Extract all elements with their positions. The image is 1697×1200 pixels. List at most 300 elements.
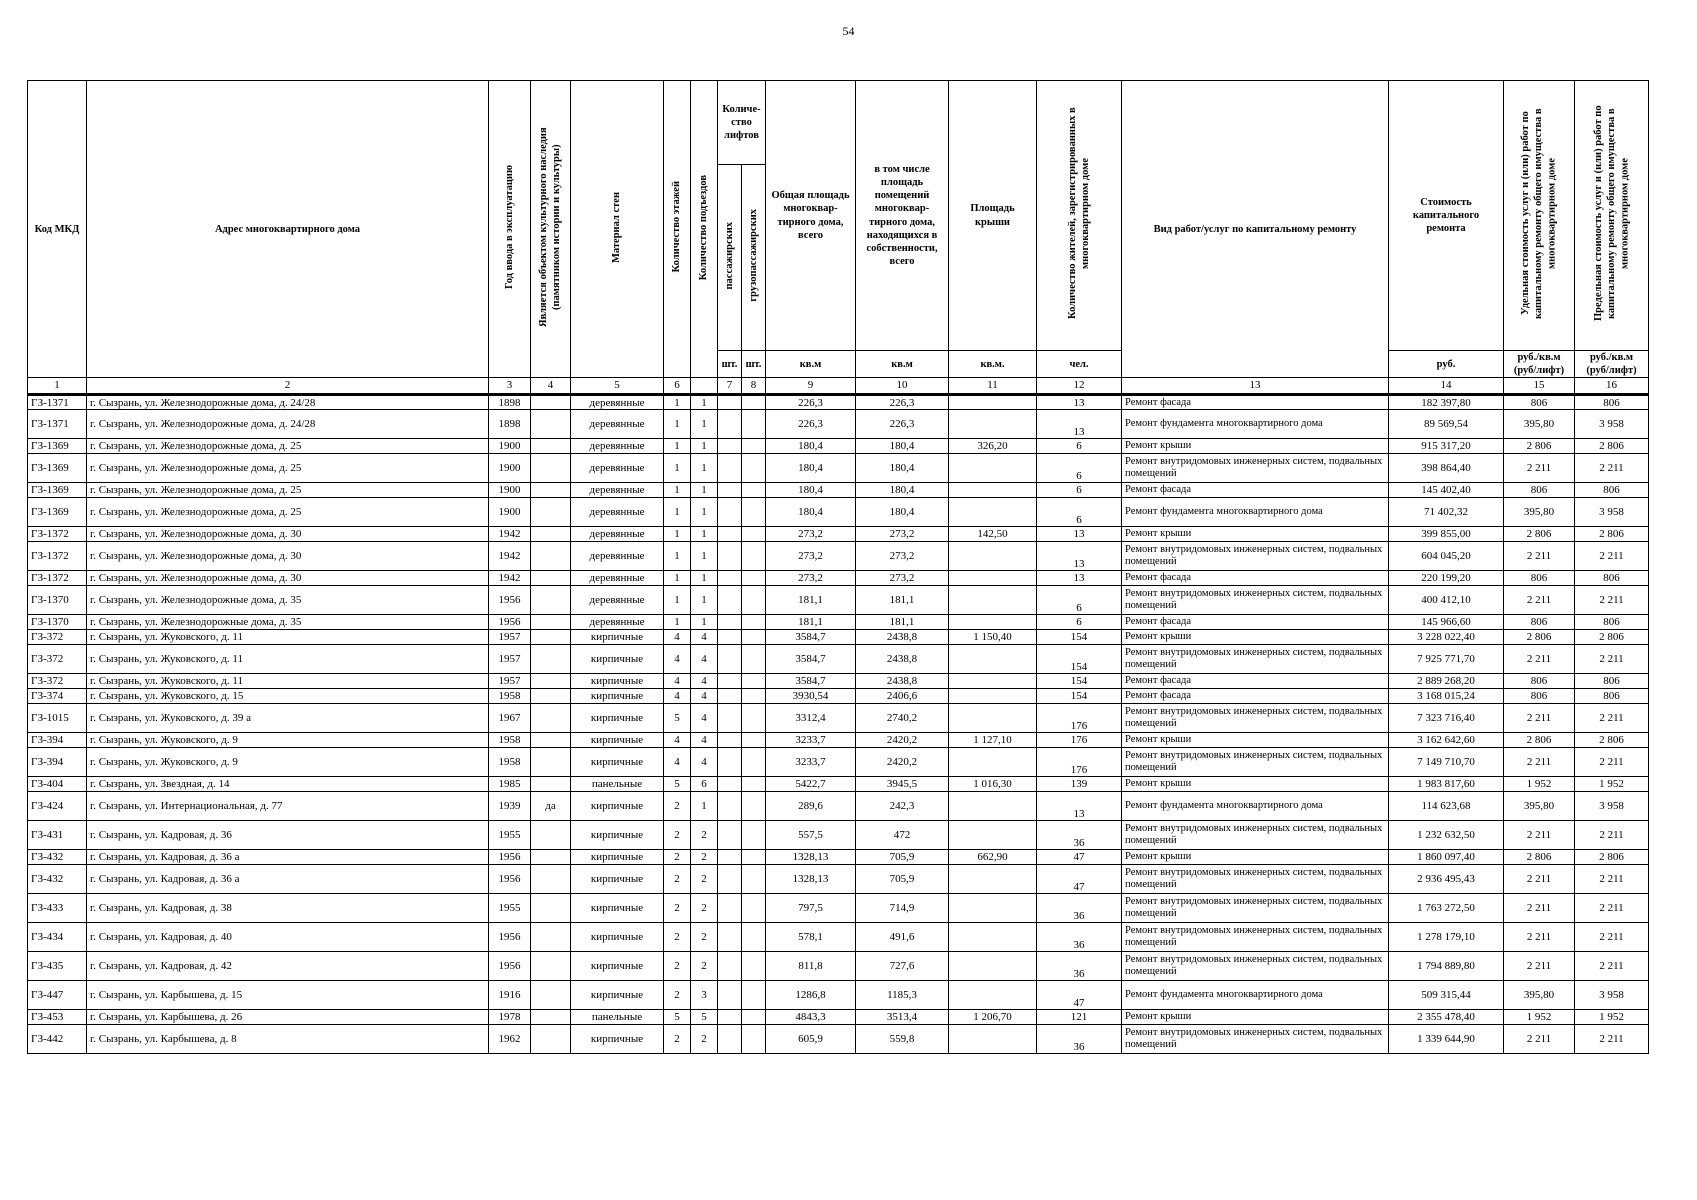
cell-lifts-passenger	[718, 894, 742, 923]
cell-unit-cost: 806	[1504, 689, 1575, 704]
cell-owned-area: 714,9	[856, 894, 949, 923]
table-row	[28, 454, 1649, 483]
cell-entrances: 2	[691, 850, 718, 865]
cell-work: Ремонт крыши	[1122, 527, 1389, 542]
cell-roof-area	[949, 865, 1037, 894]
cell-heritage	[531, 542, 571, 571]
cell-unit-cost: 2 806	[1504, 850, 1575, 865]
cell-work: Ремонт крыши	[1122, 777, 1389, 792]
cell-code: ГЗ-1372	[28, 542, 87, 571]
cell-total-area: 226,3	[766, 410, 856, 439]
cell-total-area: 180,4	[766, 454, 856, 483]
cell-residents: 176	[1037, 733, 1122, 748]
cell-residents: 6	[1037, 498, 1122, 527]
cell-entrances: 1	[691, 527, 718, 542]
cell-unit-cost: 395,80	[1504, 792, 1575, 821]
table-row	[28, 894, 1649, 923]
cell-heritage	[531, 1025, 571, 1054]
header-residents: Количество жителей, зарегистрированных в многоквартирном доме	[1066, 107, 1091, 320]
cell-residents: 47	[1037, 850, 1122, 865]
col-number: 11	[949, 378, 1037, 395]
col-number: 6	[664, 378, 691, 395]
cell-limit-cost: 2 211	[1575, 894, 1649, 923]
cell-code: ГЗ-1369	[28, 483, 87, 498]
cell-year: 1956	[489, 615, 531, 630]
cell-limit-cost: 2 211	[1575, 1025, 1649, 1054]
table-row	[28, 645, 1649, 674]
header-floors: Количество этажей	[671, 181, 683, 273]
cell-address: г. Сызрань, ул. Железнодорожные дома, д. 30	[87, 571, 489, 586]
cell-year: 1985	[489, 777, 531, 792]
cell-unit-cost: 1 952	[1504, 777, 1575, 792]
cell-lifts-cargo	[742, 894, 766, 923]
cell-floors: 5	[664, 704, 691, 733]
cell-unit-cost: 1 952	[1504, 1010, 1575, 1025]
cell-owned-area: 3513,4	[856, 1010, 949, 1025]
cell-entrances: 1	[691, 439, 718, 454]
cell-lifts-passenger	[718, 586, 742, 615]
cell-cost: 400 412,10	[1389, 586, 1504, 615]
cell-year: 1916	[489, 981, 531, 1010]
cell-floors: 5	[664, 1010, 691, 1025]
cell-code: ГЗ-374	[28, 689, 87, 704]
cell-residents: 154	[1037, 689, 1122, 704]
cell-residents: 139	[1037, 777, 1122, 792]
header-heritage: Является объектом культурного наследия (памятником истории и культуры)	[538, 127, 563, 327]
cell-total-area: 4843,3	[766, 1010, 856, 1025]
cell-cost: 2 889 268,20	[1389, 674, 1504, 689]
cell-wall-material: деревянные	[571, 454, 664, 483]
cell-limit-cost: 2 806	[1575, 733, 1649, 748]
cell-work: Ремонт фасада	[1122, 571, 1389, 586]
cell-work: Ремонт фасада	[1122, 395, 1389, 410]
header-cost: Стоимость капитального ремонта	[1389, 81, 1504, 351]
cell-work: Ремонт фундамента многоквартирного дома	[1122, 981, 1389, 1010]
cell-entrances: 4	[691, 733, 718, 748]
cell-limit-cost: 3 958	[1575, 498, 1649, 527]
cell-heritage	[531, 923, 571, 952]
cell-limit-cost: 2 806	[1575, 850, 1649, 865]
cell-entrances: 1	[691, 586, 718, 615]
cell-entrances: 1	[691, 395, 718, 410]
cell-year: 1957	[489, 630, 531, 645]
cell-owned-area: 2406,6	[856, 689, 949, 704]
col-number: 14	[1389, 378, 1504, 395]
cell-entrances: 1	[691, 792, 718, 821]
cell-residents: 176	[1037, 704, 1122, 733]
cell-floors: 1	[664, 498, 691, 527]
cell-roof-area	[949, 923, 1037, 952]
cell-unit-cost: 395,80	[1504, 498, 1575, 527]
cell-total-area: 289,6	[766, 792, 856, 821]
cell-owned-area: 2438,8	[856, 630, 949, 645]
cell-unit-cost: 395,80	[1504, 410, 1575, 439]
cell-heritage	[531, 952, 571, 981]
cell-roof-area	[949, 454, 1037, 483]
cell-lifts-passenger	[718, 748, 742, 777]
cell-wall-material: панельные	[571, 777, 664, 792]
table-row	[28, 792, 1649, 821]
cell-owned-area: 242,3	[856, 792, 949, 821]
cell-entrances: 4	[691, 704, 718, 733]
table-row	[28, 586, 1649, 615]
cell-heritage	[531, 704, 571, 733]
cell-code: ГЗ-435	[28, 952, 87, 981]
cell-year: 1942	[489, 542, 531, 571]
cell-lifts-cargo	[742, 498, 766, 527]
cell-code: ГЗ-372	[28, 645, 87, 674]
cell-lifts-passenger	[718, 850, 742, 865]
cell-lifts-passenger	[718, 821, 742, 850]
cell-lifts-passenger	[718, 704, 742, 733]
cell-code: ГЗ-394	[28, 733, 87, 748]
table-row	[28, 527, 1649, 542]
cell-lifts-passenger	[718, 498, 742, 527]
cell-residents: 13	[1037, 395, 1122, 410]
cell-lifts-passenger	[718, 645, 742, 674]
cell-heritage	[531, 645, 571, 674]
col-number: 7	[718, 378, 742, 395]
cell-address: г. Сызрань, ул. Звездная, д. 14	[87, 777, 489, 792]
cell-wall-material: кирпичные	[571, 1025, 664, 1054]
cell-limit-cost: 1 952	[1575, 777, 1649, 792]
cell-unit-cost: 2 211	[1504, 542, 1575, 571]
cell-lifts-cargo	[742, 733, 766, 748]
cell-address: г. Сызрань, ул. Железнодорожные дома, д. 25	[87, 454, 489, 483]
cell-work: Ремонт внутридомовых инженерных систем, подвальных помещений	[1122, 586, 1389, 615]
cell-heritage	[531, 483, 571, 498]
cell-owned-area: 226,3	[856, 395, 949, 410]
cell-year: 1962	[489, 1025, 531, 1054]
cell-work: Ремонт крыши	[1122, 733, 1389, 748]
cell-owned-area: 2438,8	[856, 645, 949, 674]
cell-heritage	[531, 630, 571, 645]
cell-year: 1898	[489, 410, 531, 439]
cell-wall-material: деревянные	[571, 571, 664, 586]
cell-cost: 145 402,40	[1389, 483, 1504, 498]
cell-address: г. Сызрань, ул. Интернациональная, д. 77	[87, 792, 489, 821]
cell-limit-cost: 2 211	[1575, 542, 1649, 571]
cell-heritage	[531, 615, 571, 630]
cell-lifts-cargo	[742, 923, 766, 952]
cell-address: г. Сызрань, ул. Жуковского, д. 11	[87, 630, 489, 645]
cell-roof-area	[949, 704, 1037, 733]
table-row	[28, 630, 1649, 645]
cell-wall-material: деревянные	[571, 395, 664, 410]
cell-code: ГЗ-1372	[28, 527, 87, 542]
cell-lifts-passenger	[718, 410, 742, 439]
cell-floors: 4	[664, 689, 691, 704]
cell-year: 1956	[489, 850, 531, 865]
cell-lifts-passenger	[718, 1025, 742, 1054]
cell-wall-material: кирпичные	[571, 792, 664, 821]
cell-limit-cost: 2 211	[1575, 704, 1649, 733]
cell-floors: 2	[664, 981, 691, 1010]
cell-roof-area: 662,90	[949, 850, 1037, 865]
cell-owned-area: 472	[856, 821, 949, 850]
table-row	[28, 981, 1649, 1010]
cell-heritage	[531, 674, 571, 689]
unit-lifts-cargo: шт.	[742, 351, 766, 378]
cell-floors: 1	[664, 542, 691, 571]
cell-floors: 1	[664, 410, 691, 439]
cell-work: Ремонт внутридомовых инженерных систем, подвальных помещений	[1122, 454, 1389, 483]
cell-owned-area: 559,8	[856, 1025, 949, 1054]
cell-unit-cost: 2 211	[1504, 821, 1575, 850]
cell-unit-cost: 806	[1504, 571, 1575, 586]
cell-entrances: 4	[691, 689, 718, 704]
cell-address: г. Сызрань, ул. Кадровая, д. 36 а	[87, 865, 489, 894]
cell-limit-cost: 806	[1575, 615, 1649, 630]
cell-unit-cost: 395,80	[1504, 981, 1575, 1010]
cell-total-area: 3233,7	[766, 733, 856, 748]
cell-owned-area: 273,2	[856, 571, 949, 586]
cell-lifts-passenger	[718, 674, 742, 689]
cell-roof-area	[949, 894, 1037, 923]
cell-code: ГЗ-1371	[28, 395, 87, 410]
cell-year: 1957	[489, 645, 531, 674]
cell-residents: 154	[1037, 630, 1122, 645]
cell-lifts-cargo	[742, 689, 766, 704]
cell-address: г. Сызрань, ул. Жуковского, д. 9	[87, 748, 489, 777]
cell-cost: 1 860 097,40	[1389, 850, 1504, 865]
cell-lifts-cargo	[742, 952, 766, 981]
cell-heritage	[531, 1010, 571, 1025]
cell-unit-cost: 2 211	[1504, 704, 1575, 733]
cell-lifts-passenger	[718, 981, 742, 1010]
cell-floors: 1	[664, 454, 691, 483]
cell-residents: 36	[1037, 923, 1122, 952]
cell-cost: 145 966,60	[1389, 615, 1504, 630]
cell-code: ГЗ-1370	[28, 586, 87, 615]
cell-owned-area: 273,2	[856, 542, 949, 571]
cell-heritage	[531, 777, 571, 792]
cell-lifts-cargo	[742, 410, 766, 439]
table-row	[28, 733, 1649, 748]
cell-floors: 4	[664, 674, 691, 689]
cell-residents: 47	[1037, 865, 1122, 894]
page-number: 54	[842, 24, 855, 38]
cell-lifts-cargo	[742, 704, 766, 733]
table-row	[28, 542, 1649, 571]
cell-residents: 36	[1037, 821, 1122, 850]
cell-limit-cost: 2 211	[1575, 748, 1649, 777]
cell-heritage	[531, 981, 571, 1010]
cell-code: ГЗ-432	[28, 865, 87, 894]
cell-entrances: 2	[691, 1025, 718, 1054]
cell-limit-cost: 806	[1575, 689, 1649, 704]
cell-residents: 13	[1037, 571, 1122, 586]
cell-unit-cost: 2 806	[1504, 630, 1575, 645]
cell-wall-material: деревянные	[571, 615, 664, 630]
cell-lifts-passenger	[718, 527, 742, 542]
cell-year: 1942	[489, 571, 531, 586]
cell-wall-material: кирпичные	[571, 689, 664, 704]
cell-total-area: 1328,13	[766, 850, 856, 865]
cell-lifts-passenger	[718, 630, 742, 645]
cell-wall-material: кирпичные	[571, 821, 664, 850]
cell-code: ГЗ-372	[28, 674, 87, 689]
cell-roof-area: 1 150,40	[949, 630, 1037, 645]
cell-work: Ремонт фасада	[1122, 615, 1389, 630]
cell-lifts-cargo	[742, 615, 766, 630]
cell-residents: 6	[1037, 586, 1122, 615]
cell-address: г. Сызрань, ул. Карбышева, д. 26	[87, 1010, 489, 1025]
cell-work: Ремонт внутридомовых инженерных систем, подвальных помещений	[1122, 923, 1389, 952]
cell-code: ГЗ-424	[28, 792, 87, 821]
cell-year: 1958	[489, 748, 531, 777]
cell-code: ГЗ-453	[28, 1010, 87, 1025]
cell-roof-area	[949, 483, 1037, 498]
cell-limit-cost: 2 211	[1575, 952, 1649, 981]
cell-cost: 2 936 495,43	[1389, 865, 1504, 894]
unit-residents: чел.	[1037, 351, 1122, 378]
cell-lifts-cargo	[742, 630, 766, 645]
cell-wall-material: кирпичные	[571, 952, 664, 981]
cell-cost: 2 355 478,40	[1389, 1010, 1504, 1025]
cell-roof-area	[949, 689, 1037, 704]
cell-code: ГЗ-1369	[28, 498, 87, 527]
cell-floors: 4	[664, 630, 691, 645]
cell-unit-cost: 806	[1504, 674, 1575, 689]
cell-address: г. Сызрань, ул. Железнодорожные дома, д. 24/28	[87, 410, 489, 439]
cell-roof-area: 326,20	[949, 439, 1037, 454]
cell-owned-area: 181,1	[856, 615, 949, 630]
cell-work: Ремонт фасада	[1122, 689, 1389, 704]
cell-owned-area: 705,9	[856, 865, 949, 894]
cell-limit-cost: 3 958	[1575, 792, 1649, 821]
cell-year: 1958	[489, 689, 531, 704]
cell-lifts-cargo	[742, 777, 766, 792]
cell-code: ГЗ-404	[28, 777, 87, 792]
cell-roof-area: 1 206,70	[949, 1010, 1037, 1025]
cell-floors: 4	[664, 733, 691, 748]
cell-limit-cost: 2 806	[1575, 527, 1649, 542]
cell-code: ГЗ-434	[28, 923, 87, 952]
cell-entrances: 1	[691, 498, 718, 527]
cell-entrances: 4	[691, 674, 718, 689]
cell-address: г. Сызрань, ул. Карбышева, д. 8	[87, 1025, 489, 1054]
cell-lifts-cargo	[742, 439, 766, 454]
cell-unit-cost: 806	[1504, 395, 1575, 410]
cell-year: 1978	[489, 1010, 531, 1025]
cell-year: 1967	[489, 704, 531, 733]
cell-code: ГЗ-431	[28, 821, 87, 850]
cell-heritage	[531, 571, 571, 586]
header-year: Год ввода в эксплуатацию	[503, 165, 515, 290]
cell-year: 1900	[489, 483, 531, 498]
cell-code: ГЗ-1015	[28, 704, 87, 733]
cell-unit-cost: 806	[1504, 615, 1575, 630]
cell-floors: 4	[664, 645, 691, 674]
cell-cost: 89 569,54	[1389, 410, 1504, 439]
table-row	[28, 439, 1649, 454]
cell-address: г. Сызрань, ул. Железнодорожные дома, д. 25	[87, 439, 489, 454]
cell-entrances: 1	[691, 571, 718, 586]
cell-year: 1956	[489, 923, 531, 952]
cell-work: Ремонт внутридомовых инженерных систем, подвальных помещений	[1122, 645, 1389, 674]
cell-roof-area	[949, 792, 1037, 821]
cell-owned-area: 2740,2	[856, 704, 949, 733]
unit-unit-cost: руб./кв.м (руб/лифт)	[1504, 351, 1575, 378]
col-number: 12	[1037, 378, 1122, 395]
cell-lifts-cargo	[742, 542, 766, 571]
cell-limit-cost: 806	[1575, 571, 1649, 586]
cell-total-area: 3312,4	[766, 704, 856, 733]
header-unit-cost: Удельная стоимость услуг и (или) работ по капитальному ремонту общего имущества в многоквартирном доме	[1520, 108, 1558, 319]
cell-lifts-cargo	[742, 454, 766, 483]
cell-heritage	[531, 498, 571, 527]
cell-floors: 1	[664, 586, 691, 615]
cell-entrances: 2	[691, 865, 718, 894]
cell-address: г. Сызрань, ул. Железнодорожные дома, д. 30	[87, 542, 489, 571]
cell-address: г. Сызрань, ул. Карбышева, д. 15	[87, 981, 489, 1010]
cell-heritage	[531, 395, 571, 410]
cell-owned-area: 180,4	[856, 483, 949, 498]
unit-owned-area: кв.м	[856, 351, 949, 378]
header-entrances: Количество подъездов	[698, 174, 710, 280]
col-number: 16	[1575, 378, 1649, 395]
cell-total-area: 5422,7	[766, 777, 856, 792]
header-owned-area: в том числе площадь помещений многоквар-тирного дома, находящихся в собственности, всего	[856, 81, 949, 351]
table-row	[28, 615, 1649, 630]
cell-entrances: 6	[691, 777, 718, 792]
cell-lifts-cargo	[742, 395, 766, 410]
cell-year: 1900	[489, 439, 531, 454]
cell-wall-material: кирпичные	[571, 923, 664, 952]
cell-limit-cost: 2 806	[1575, 439, 1649, 454]
cell-address: г. Сызрань, ул. Железнодорожные дома, д. 35	[87, 615, 489, 630]
cell-entrances: 1	[691, 410, 718, 439]
cell-lifts-cargo	[742, 865, 766, 894]
cell-floors: 2	[664, 952, 691, 981]
cell-cost: 7 323 716,40	[1389, 704, 1504, 733]
cell-floors: 2	[664, 865, 691, 894]
cell-lifts-passenger	[718, 483, 742, 498]
cell-address: г. Сызрань, ул. Кадровая, д. 42	[87, 952, 489, 981]
cell-lifts-cargo	[742, 1010, 766, 1025]
col-number: 4	[531, 378, 571, 395]
cell-roof-area	[949, 952, 1037, 981]
cell-residents: 154	[1037, 674, 1122, 689]
cell-unit-cost: 2 211	[1504, 748, 1575, 777]
cell-wall-material: деревянные	[571, 483, 664, 498]
col-number: 13	[1122, 378, 1389, 395]
table-row	[28, 952, 1649, 981]
cell-floors: 1	[664, 439, 691, 454]
cell-wall-material: кирпичные	[571, 704, 664, 733]
cell-entrances: 2	[691, 894, 718, 923]
cell-cost: 604 045,20	[1389, 542, 1504, 571]
cell-year: 1956	[489, 865, 531, 894]
cell-lifts-passenger	[718, 865, 742, 894]
cell-work: Ремонт внутридомовых инженерных систем, подвальных помещений	[1122, 821, 1389, 850]
cell-year: 1958	[489, 733, 531, 748]
cell-total-area: 3584,7	[766, 630, 856, 645]
cell-entrances: 1	[691, 483, 718, 498]
cell-floors: 2	[664, 850, 691, 865]
cell-lifts-passenger	[718, 689, 742, 704]
cell-address: г. Сызрань, ул. Жуковского, д. 9	[87, 733, 489, 748]
cell-roof-area	[949, 981, 1037, 1010]
cell-owned-area: 273,2	[856, 527, 949, 542]
unit-total-area: кв.м	[766, 351, 856, 378]
cell-heritage	[531, 748, 571, 777]
cell-floors: 2	[664, 894, 691, 923]
cell-lifts-cargo	[742, 792, 766, 821]
cell-heritage	[531, 689, 571, 704]
cell-floors: 1	[664, 483, 691, 498]
